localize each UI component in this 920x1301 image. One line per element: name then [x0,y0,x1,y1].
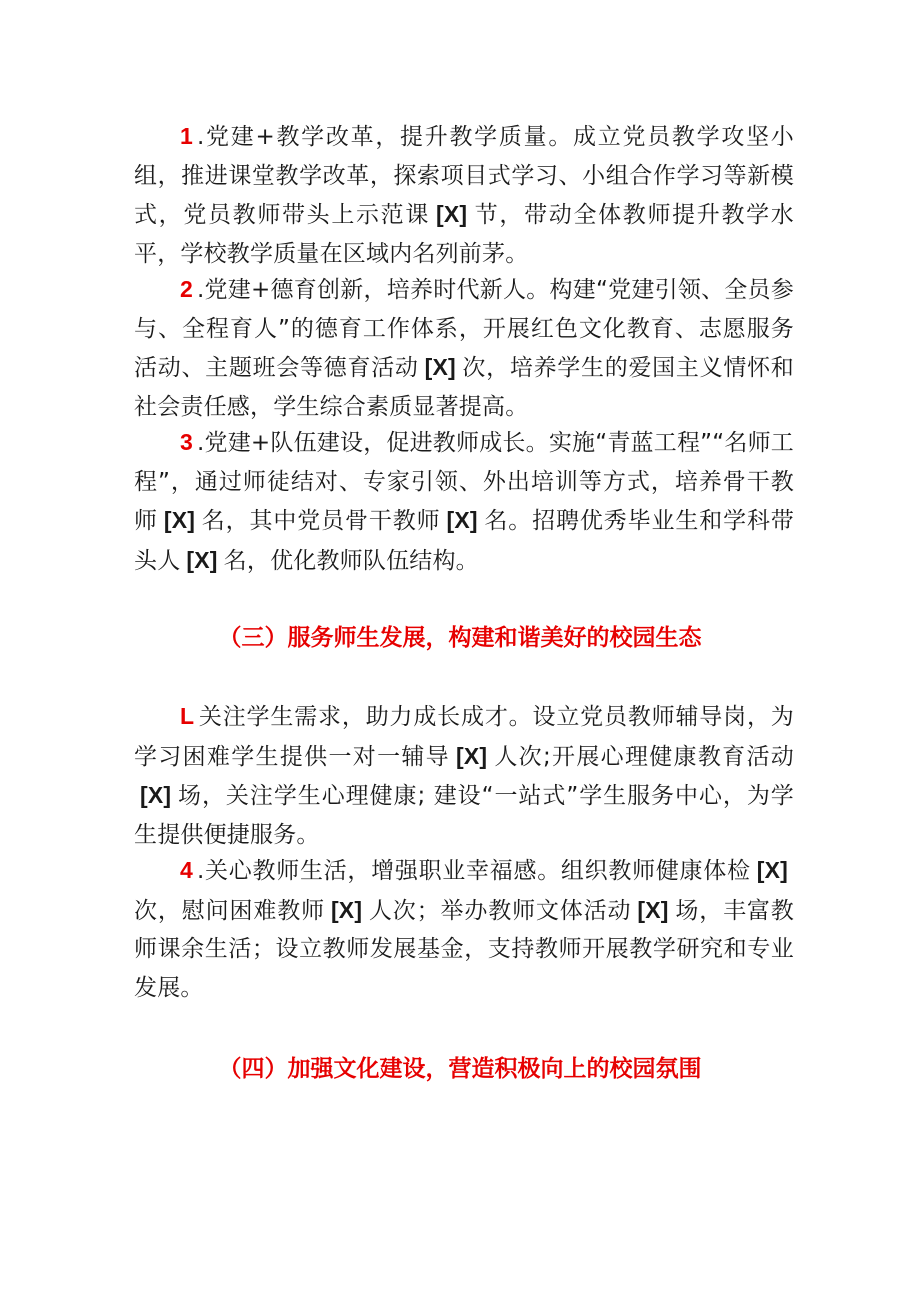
paragraph-item-l [134,697,794,854]
item-text: .党建+教学改革，提升教学质量。成立党员教学攻坚小组，推进课堂教学改革，探索项目式学习、小组合作学习等新模式，党员教师带头上示范课 [134,124,794,228]
item-number: 3 [180,429,193,455]
placeholder-marker: [X] [424,354,456,380]
paragraph-item-2 [134,270,794,426]
section-heading-4: （四）加强文化建设，营造积极向上的校园氛围 [218,1056,702,1082]
item-text: .党建+队伍建设，促进教师成长。实施“青蓝工程”“名师工程”，通过师徒结对、专家引领、外出培训等方式，培养骨干教师 [134,430,794,534]
item-text: 名，优化教师队伍结构。 [223,547,479,574]
item-text: 人次;开展心理健康教育活动 [493,743,794,770]
placeholder-marker: [X] [140,782,172,808]
paragraph-item-1 [134,117,794,273]
item-text: 名。招聘优秀毕业生和学科带头人 [134,508,795,574]
paragraph-item-3 [134,423,794,580]
placeholder-marker: [X] [330,896,363,923]
item-number: 4 [180,857,193,883]
item-text: 次，慰问困难教师 [134,897,325,924]
placeholder-marker: [X] [637,896,669,923]
item-text: 节，带动全体教师提升教学水平，学校教学质量在区域内名列前茅。 [134,202,794,267]
item-text: .党建+德育创新，培养时代新人。构建“党建引领、全员参与、全程育人”的德育工作体系，开展红色文化教育、志愿服务活动、主题班会等德育活动 [134,277,794,381]
placeholder-marker: [X] [163,507,196,533]
item-text: 次，培养学生的爱国主义情怀和社会责任感，学生综合素质显著提高。 [134,355,794,420]
item-text: 关注学生需求，助力成长成才。设立党员教师辅导岗，为学习困难学生提供一对一辅导 [134,704,794,770]
paragraph-item-4 [134,851,794,1007]
placeholder-marker: [X] [455,742,488,769]
placeholder-marker: [X] [436,201,468,227]
placeholder-marker: [X] [186,546,218,573]
item-text: 名，其中党员骨干教师 [201,508,441,534]
item-text: 场，丰富教师课余生活；设立教师发展基金，支持教师开展教学研究和专业发展。 [134,897,795,1001]
item-number: 2 [180,276,193,302]
item-text: 场，关注学生心理健康; 建设“一站式”学生服务中心，为学生提供便捷服务。 [134,783,794,848]
item-text: .关心教师生活，增强职业幸福感。组织教师健康体检 [197,858,751,884]
placeholder-marker: [X] [756,857,788,883]
section-heading-3: （三）服务师生发展，构建和谐美好的校园生态 [218,625,702,651]
item-text: 人次；举办教师文体活动 [368,897,632,924]
placeholder-marker: [X] [446,507,478,533]
item-number: L [180,703,195,729]
item-number: 1 [180,123,193,149]
